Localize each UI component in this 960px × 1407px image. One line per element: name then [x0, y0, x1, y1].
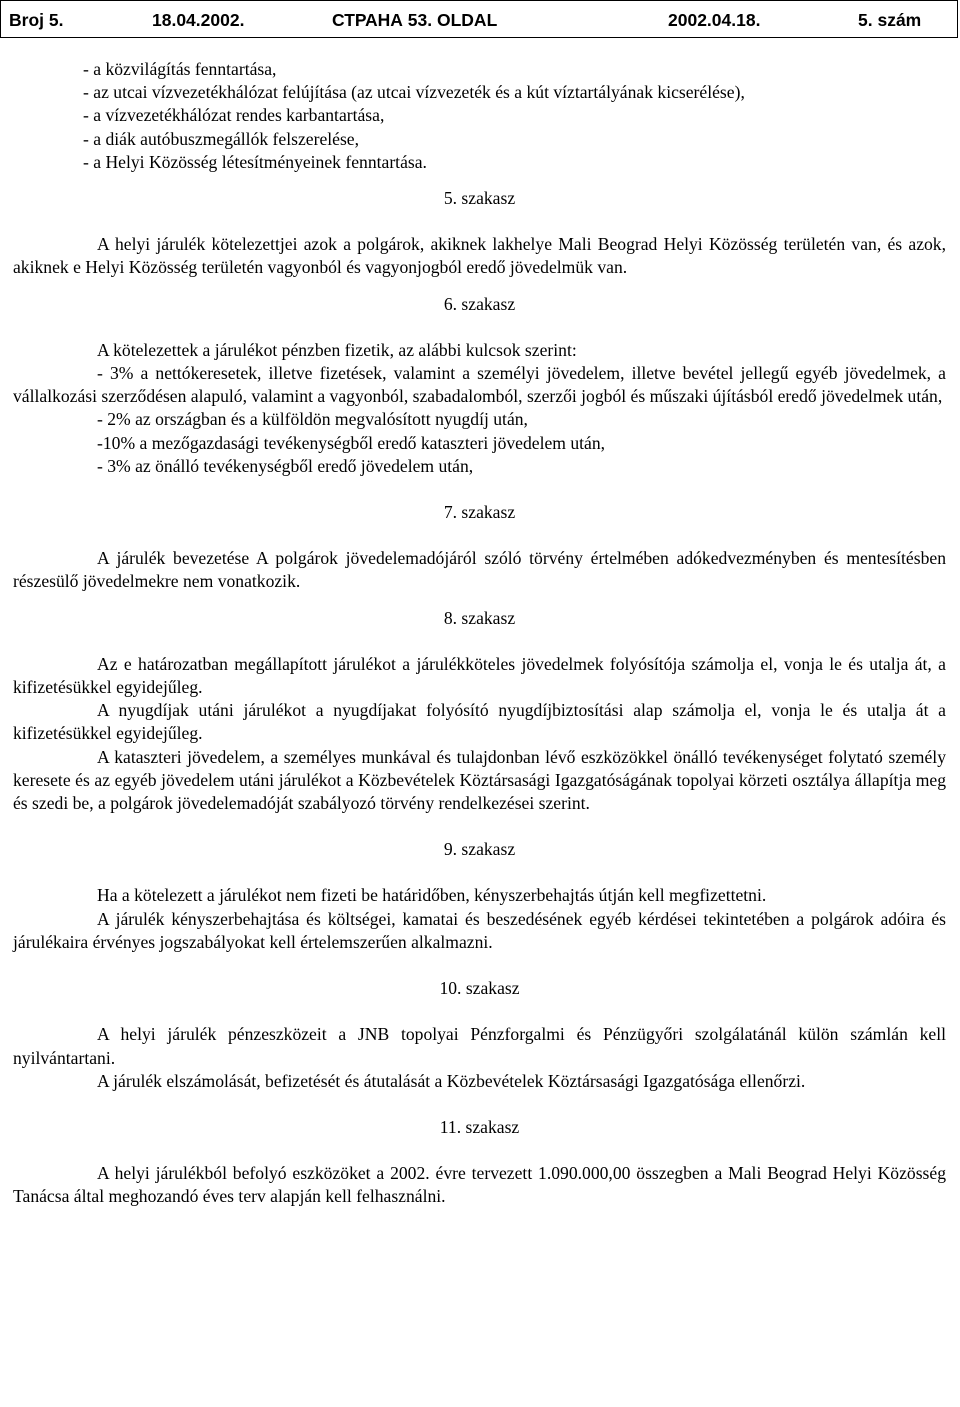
section-11-paragraph-1: A helyi járulékból befolyó eszközöket a 2002. évre tervezett 1.090.000,00 összegben a Mali Beograd Helyi Közösség Tanácsa által meghozandó éves terv alapján kell felhasználni. [13, 1163, 946, 1207]
header-date-1: 18.04.2002. [152, 10, 245, 30]
list-item: - a diák autóbuszmegállók felszerelése, [83, 128, 360, 149]
page-number: СТРАНА 53. OLDAL [332, 10, 498, 30]
section-6-item-1: - 3% a nettókeresetek, illetve fizetések, valamint a személyi jövedelem, illetve bevétel jellegű egyéb jövedelmek, a vállalkozási szerződésen alapuló, valamint a vagyonból, szabadalomból, szerzői jogból és műszaki újításból eredő jövedelmek után, [13, 363, 946, 407]
section-10-paragraph-1: A helyi járulék pénzeszközeit a JNB topolyai Pénzforgalmi és Pénzügyőri szolgálatánál külön számlán kell nyilvántartani. [13, 1024, 946, 1068]
section-8-paragraph-3: A kataszteri jövedelem, a személyes munkával és tulajdonban lévő eszközökkel önálló tevékenységet folytató személy keresete és az egyéb jövedelem utáni járulékot a Közbevételek Köztársasági Igazgatóságának topolyai körzeti osztálya állapítja meg és szedi be, a polgárok jövedelemadóját szabályozó törvény rendelkezései szerint. [13, 746, 946, 814]
list-item: - az utcai vízvezetékhálózat felújítása (az utcai vízvezeték és a kút víztartályának kicserélése), [83, 82, 745, 103]
section-heading-7: 7. szakasz [443, 502, 516, 523]
intro-list [13, 58, 946, 174]
section-7-text: A járulék bevezetése A polgárok jövedelemadójáról szóló törvény értelmében adókedvezményben és mentesítésben részesülő jövedelmekre nem vonatkozik. [13, 548, 946, 592]
section-10-paragraph-2: A járulék elszámolását, befizetését és átutalását a Közbevételek Köztársasági Igazgatósága ellenőrzi. [97, 1070, 806, 1091]
section-heading-6: 6. szakasz [443, 293, 516, 314]
section-6-intro: A kötelezettek a járulékot pénzben fizetik, az alábbi kulcsok szerint: [97, 339, 577, 360]
section-8-paragraph-2: A nyugdíjak utáni járulékot a nyugdíjakat folyósító nyugdíjbiztosítási alap számolja el, vonja le és utalja át a kifizetésükkel egyidejűleg. [13, 700, 946, 744]
section-heading-8: 8. szakasz [443, 607, 516, 628]
list-item: - a Helyi Közösség létesítményeinek fenntartása. [83, 151, 427, 172]
header-date-2: 2002.04.18. [668, 10, 761, 30]
issue-number: Broj 5. [9, 10, 64, 30]
section-5-text: A helyi járulék kötelezettjei azok a polgárok, akiknek lakhelye Mali Beograd Helyi Közösség területén van, és azok, akiknek e Helyi Közösség területén vagyonból és vagyonjogból eredő jövedelmük van. [13, 234, 946, 278]
section-heading-5: 5. szakasz [443, 188, 516, 209]
document-body [13, 58, 946, 1209]
section-heading-9: 9. szakasz [443, 839, 516, 860]
section-heading-10: 10. szakasz [439, 978, 520, 999]
page-header [0, 0, 958, 38]
section-6-item-4: - 3% az önálló tevékenységből eredő jövedelem után, [97, 455, 474, 476]
section-6-item-3: -10% a mezőgazdasági tevékenységből eredő kataszteri jövedelem után, [97, 432, 606, 453]
section-9-paragraph-1: Ha a kötelezett a járulékot nem fizeti be határidőben, kényszerbehajtás útján kell megfizettetni. [97, 885, 767, 906]
list-item: - a közvilágítás fenntartása, [83, 59, 277, 79]
section-8-paragraph-1: Az e határozatban megállapított járulékot a járulékköteles jövedelmek folyósítója számolja el, vonja le és utalja át, a kifizetésükkel egyidejűleg. [13, 653, 946, 698]
list-item: - a vízvezetékhálózat rendes karbantartása, [83, 105, 385, 126]
section-6-item-2: - 2% az országban és a külföldön megvalósított nyugdíj után, [97, 409, 528, 430]
issue-label: 5. szám [858, 10, 922, 30]
section-9-paragraph-2: A járulék kényszerbehajtása és költségei, kamatai és beszedésének egyéb kérdései tekintetében a polgárok adóira és járulékaira érvényes jogszabályokat kell értelemszerűen alkalmazni. [13, 908, 946, 952]
section-heading-11: 11. szakasz [439, 1116, 520, 1137]
